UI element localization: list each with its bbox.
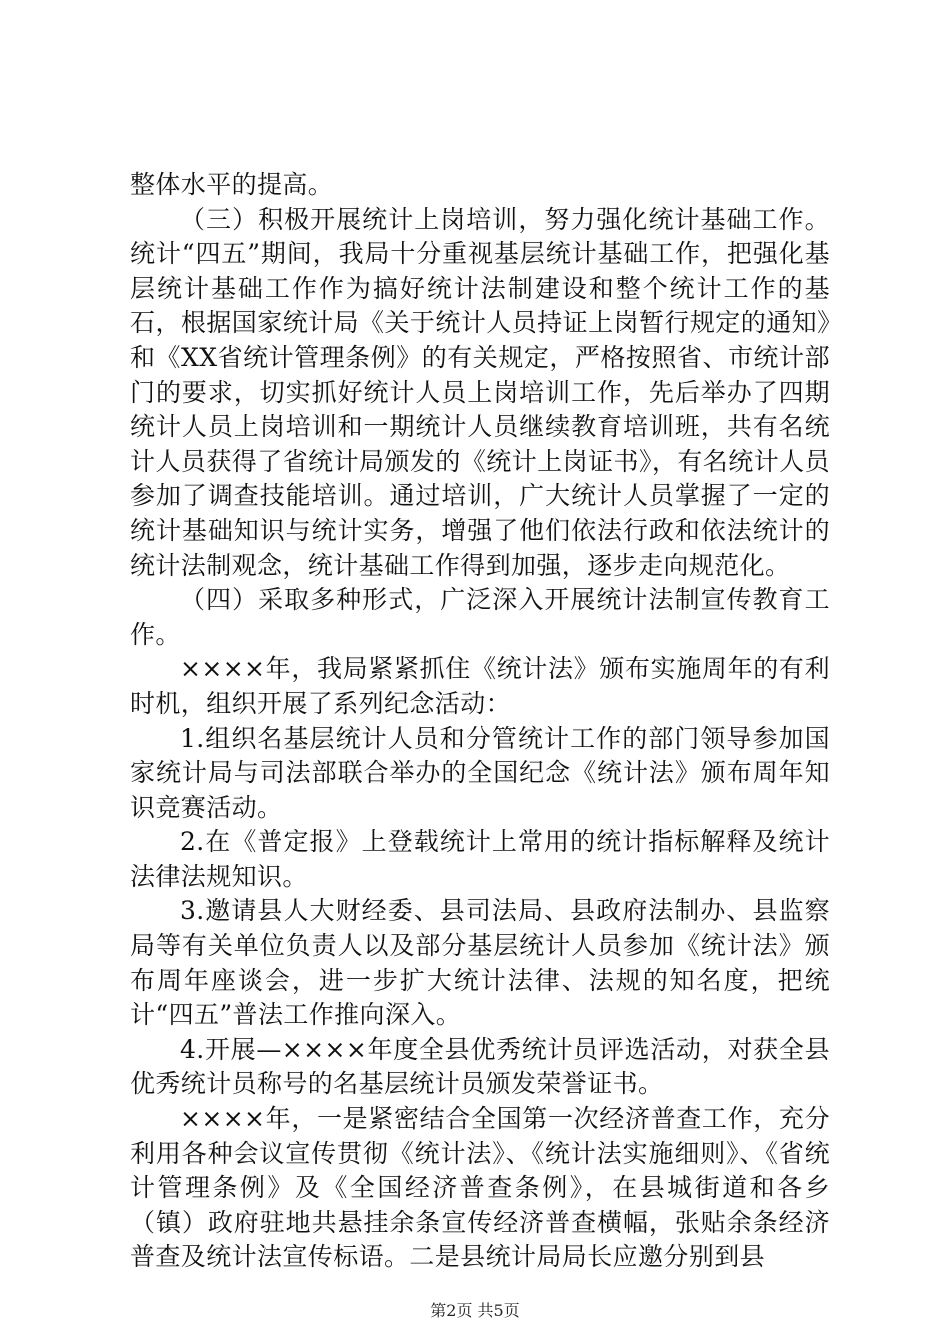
paragraph-2: （三）积极开展统计上岗培训，努力强化统计基础工作。统计“四五”期间，我局十分重视基层统计基础工作，把强化基层统计基础工作作为搞好统计法制建设和整个统计工作的基石，根据国家统计局《关于统计人员持证上岗暂行规定的通知》和《XX省统计管理条例》的有关规定，严格按照省、市统计部门的要求，切实抓好统计人员上岗培训工作，先后举办了四期统计人员上岗培训和一期统计人员继续教育培训班，共有名统计人员获得了省统计局颁发的《统计上岗证书》，有名统计人员参加了调查技能培训。通过培训，广大统计人员掌握了一定的统计基础知识与统计实务，增强了他们依法行政和依法统计的统计法制观念，统计基础工作得到加强，逐步走向规范化。 [130,204,830,580]
paragraph-5: 1.组织名基层统计人员和分管统计工作的部门领导参加国家统计局与司法部联合举办的全国纪念《统计法》颁布周年知识竞赛活动。 [130,723,830,822]
paragraph-3: （四）采取多种形式，广泛深入开展统计法制宣传教育工作。 [130,585,830,649]
paragraph-1: 整体水平的提高。 [130,170,334,199]
document-body [130,168,830,1275]
paragraph-7: 3.邀请县人大财经委、县司法局、县政府法制办、县监察局等有关单位负责人以及部分基层统计人员参加《统计法》颁布周年座谈会，进一步扩大统计法律、法规的知名度，把统计“四五”普法工作推向深入。 [130,896,830,1030]
paragraph-6: 2.在《普定报》上登载统计上常用的统计指标解释及统计法律法规知识。 [130,827,830,891]
paragraph-9: ××××年，一是紧密结合全国第一次经济普查工作，充分利用各种会议宣传贯彻《统计法》、《统计法实施细则》、《省统计管理条例》及《全国经济普查条例》，在县城街道和各乡（镇）政府驻地共悬挂余条宣传经济普查横幅，张贴余条经济普查及统计法宣传标语。二是县统计局局长应邀分别到县 [130,1104,830,1272]
page-footer: 第2页 共5页 [430,1301,520,1320]
paragraph-4: ××××年，我局紧紧抓住《统计法》颁布实施周年的有利时机，组织开展了系列纪念活动： [130,654,830,718]
paragraph-8: 4.开展—××××年度全县优秀统计员评选活动，对获全县优秀统计员称号的名基层统计员颁发荣誉证书。 [130,1034,830,1099]
